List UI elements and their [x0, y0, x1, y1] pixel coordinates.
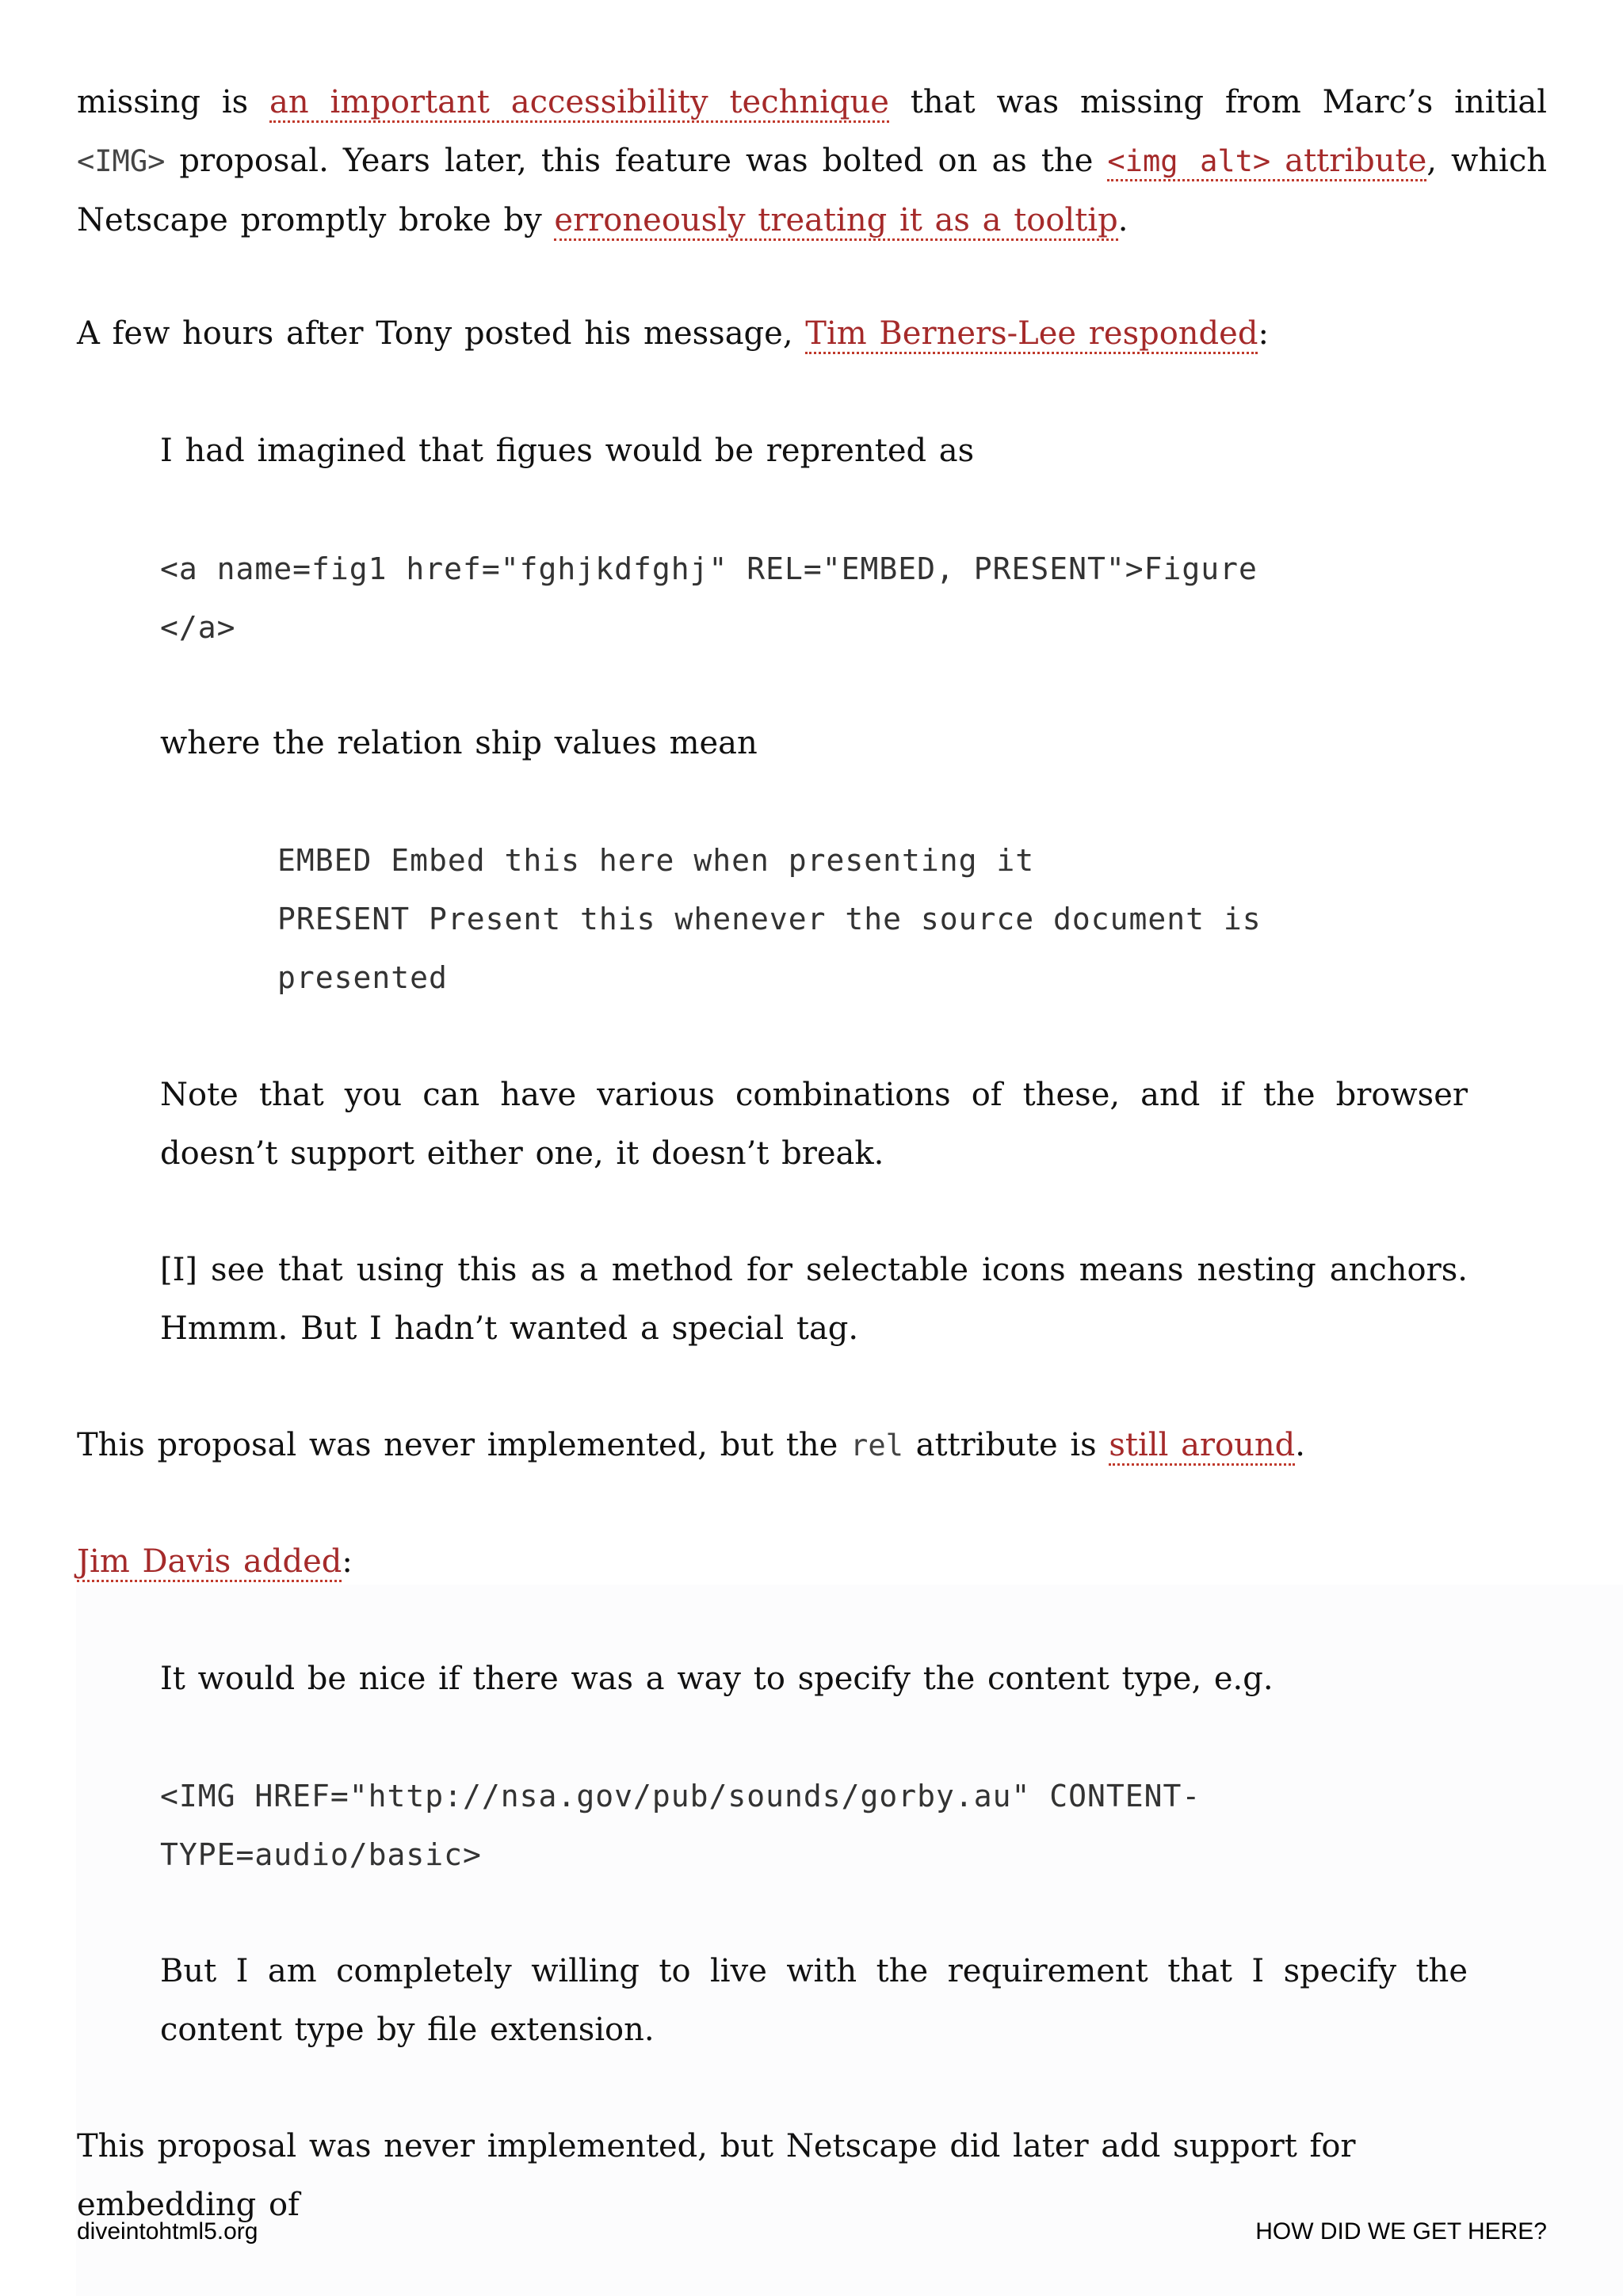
link-tim-berners-lee-responded[interactable]: Tim Berners-Lee responded: [805, 315, 1258, 354]
link-accessibility-technique[interactable]: an important accessibility technique: [269, 84, 889, 123]
quote-code-anchor-line1: <a name=fig1 href="fghjkdfghj" REL="EMBED, PRESENT">Figure: [160, 551, 1258, 586]
quote-def-present-cont: presented: [277, 960, 448, 995]
footer-site-name: diveintohtml5.org: [77, 2218, 258, 2245]
quote-figures-intro: I had imagined that figues would be reprented as: [160, 433, 975, 469]
quote-relationship-values: where the relation ship values mean: [160, 725, 758, 761]
code-rel: rel: [850, 1428, 903, 1463]
quote-content-type-intro: It would be nice if there was a way to specify the content type, e.g.: [160, 1661, 1274, 1697]
link-img-alt-attribute[interactable]: <img alt> attribute: [1107, 143, 1426, 181]
paragraph-jim-davis: Jim Davis added:: [77, 1532, 1547, 1591]
quote-nesting-anchors: [I] see that using this as a method for selectable icons means nesting anchors. Hmmm. But I hadn’t wanted a special tag.: [160, 1252, 1468, 1347]
quote-file-extension: But I am completely willing to live with the requirement that I specify the content type by file extension.: [160, 1953, 1468, 2048]
link-still-around[interactable]: still around: [1109, 1427, 1295, 1466]
quote-code-img-line2: TYPE=audio/basic>: [160, 1837, 482, 1872]
paragraph-rel-attribute: This proposal was never implemented, but the rel attribute is still around.: [77, 1416, 1547, 1475]
code-img-tag: <IMG>: [77, 144, 166, 178]
quote-code-img-line1: <IMG HREF="http://nsa.gov/pub/sounds/gorby.au" CONTENT-: [160, 1779, 1201, 1814]
link-jim-davis-added[interactable]: Jim Davis added: [77, 1543, 342, 1582]
quote-def-present: PRESENT Present this whenever the source document is: [277, 902, 1262, 936]
paragraph-tbl-intro: A few hours after Tony posted his message, Tim Berners-Lee responded:: [77, 304, 1547, 363]
link-tooltip[interactable]: erroneously treating it as a tooltip: [554, 202, 1117, 241]
quote-def-embed: EMBED Embed this here when presenting it: [277, 843, 1035, 878]
footer-chapter-title: HOW DID WE GET HERE?: [1255, 2218, 1547, 2245]
paragraph-netscape-embedding: This proposal was never implemented, but Netscape did later add support for embedding of: [77, 2128, 1356, 2223]
paragraph-alt-history: missing is an important accessibility technique that was missing from Marc’s initial <IMG> proposal. Years later, this feature was bolted on as the <img alt> attribute, which Netscape promptly broke by erroneously treating it as a tooltip.: [77, 73, 1547, 250]
quote-code-anchor-line2: </a>: [160, 610, 236, 645]
quote-note-combinations: Note that you can have various combinations of these, and if the browser doesn’t support either one, it doesn’t break.: [160, 1077, 1468, 1172]
